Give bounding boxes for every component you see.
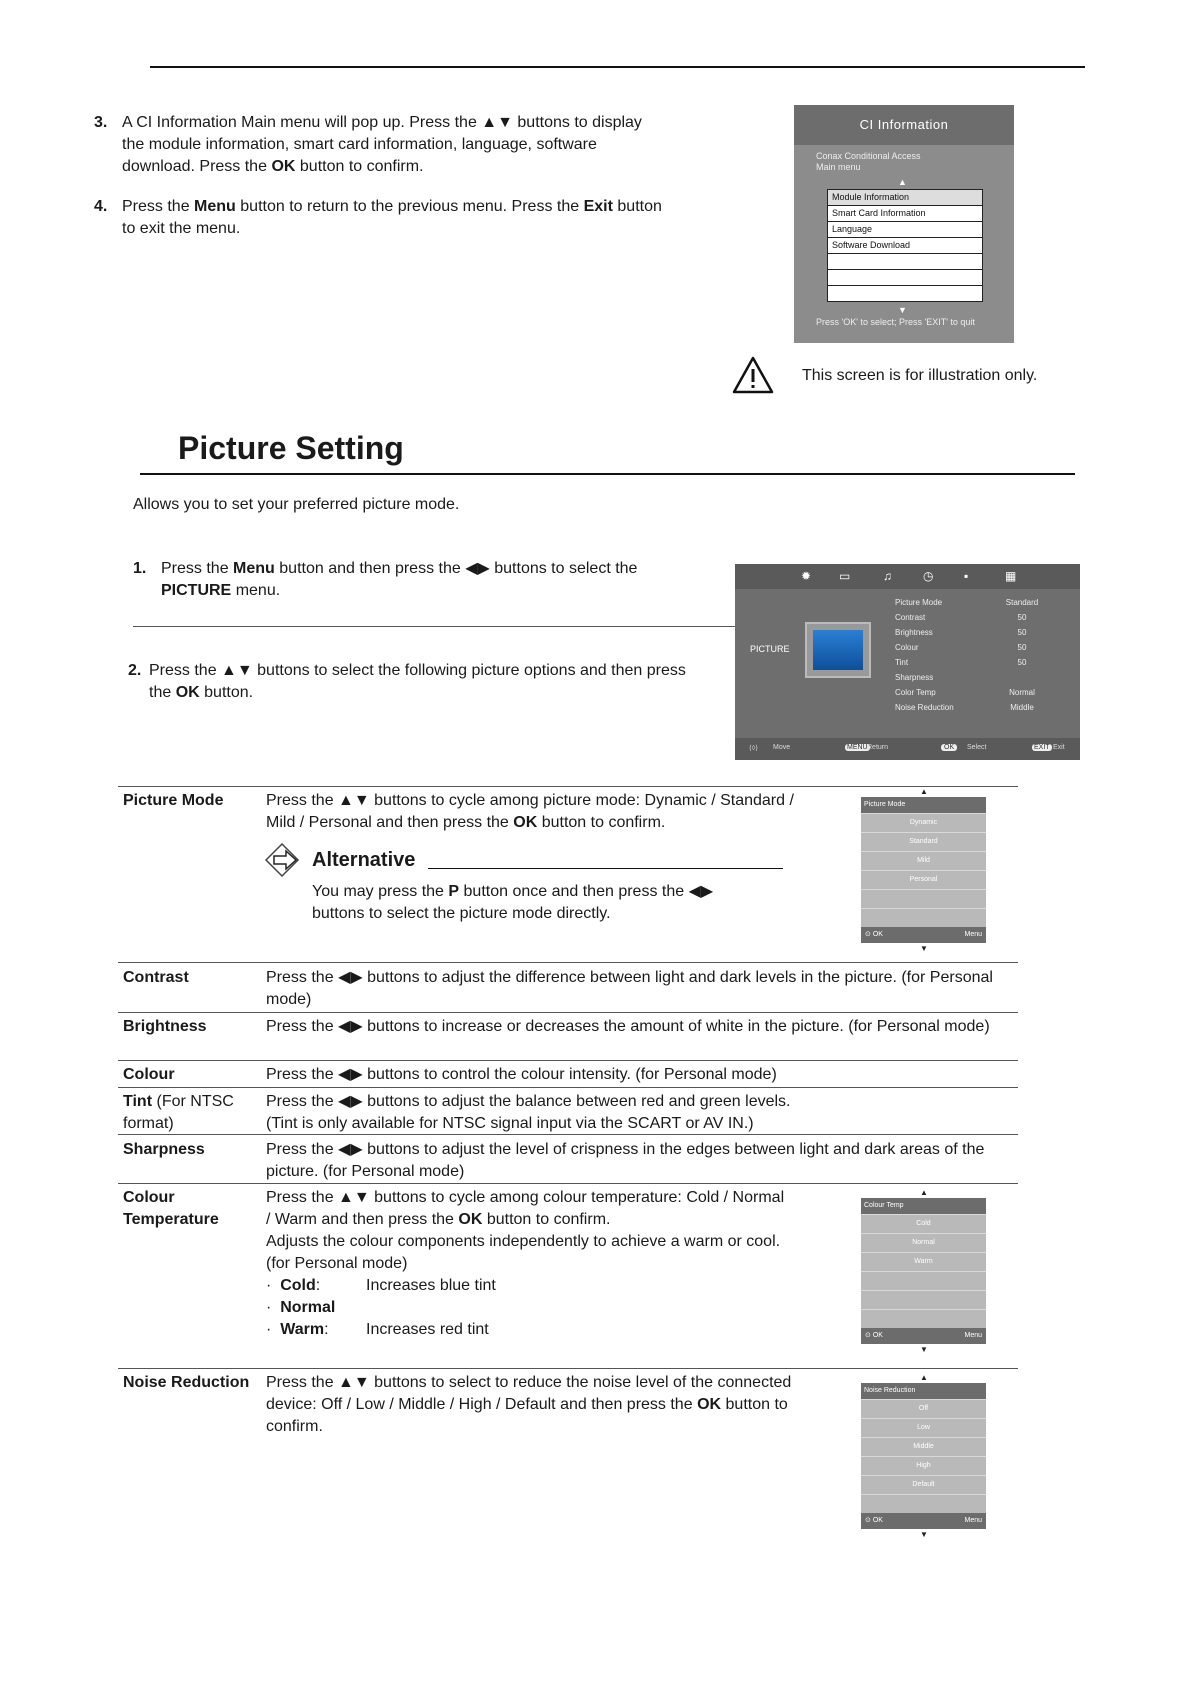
menu-tab-bar [735,564,1080,589]
up-arrow-icon: ▲ [920,787,928,796]
ci-screen-subtitle: Conax Conditional Access Main menu [816,151,921,172]
list-item[interactable]: Normal [861,1233,986,1252]
row-description: Press the ◀▶ buttons to adjust the level of crispness in the edges between light and dark areas of the picture. (for Personal mode) [266,1141,985,1180]
row-label: Picture Mode [123,792,224,809]
list-item[interactable] [861,1271,986,1290]
alternative-title: Alternative [312,849,416,871]
up-arrow-icon: ▲ [920,1373,928,1382]
picture-step-2: 2. Press the ▲▼ buttons to select the following picture options and then press the OK button. [128,662,686,701]
row-description: Press the ▲▼ buttons to select to reduce the noise level of the connected device: Off / Low / Middle / High / Default and then press the OK button to confirm. [266,1374,792,1435]
ok-label: OK [872,1517,883,1524]
list-item[interactable]: Module Information [828,190,982,206]
top-rule [150,66,1085,68]
page-title: Picture Setting [178,430,404,466]
option-row[interactable]: Middle Noise Reduction [895,703,1034,712]
section-intro: Allows you to set your preferred picture mode. [133,496,460,513]
row-description: Press the ◀▶ buttons to adjust the difference between light and dark levels in the picture. (for Personal mode) [266,969,993,1008]
ok-key-icon: OK [941,744,957,751]
ok-label: OK [872,931,883,938]
picture-screen-footer: ⟨◊⟩ Move MENU Return OK Select EXIT Exit [735,738,1080,760]
option-row[interactable]: 50 Brightness [895,628,1027,637]
list-item[interactable] [861,1494,986,1513]
row-label: Noise Reduction [123,1374,250,1391]
ok-label: OK [872,1332,883,1339]
colour-temp-osd: Colour Temp Cold Normal Warm ⊙ OK Menu [861,1198,986,1344]
list-item[interactable]: Language [828,222,982,238]
table-rule [118,1134,1018,1135]
warning-icon [731,355,775,400]
table-rule [118,1012,1018,1013]
list-item[interactable] [828,254,982,270]
list-item[interactable]: Middle [861,1437,986,1456]
menu-label: Menu [964,1517,982,1524]
illustration-note: This screen is for illustration only. [802,367,1038,384]
bullet-item: · Warm: Increases red tint [266,1321,489,1338]
up-arrow-icon: ▲ [920,1188,928,1197]
down-arrow-icon: ▼ [920,1345,928,1354]
list-item[interactable]: Standard [861,832,986,851]
row-label: Colour Temperature [123,1189,219,1228]
option-row[interactable]: 50 Tint [895,658,1027,667]
option-row[interactable]: Sharpness [895,673,934,682]
step-number: 3. [94,114,108,131]
alternative-icon [264,842,302,883]
row-label: Tint (For NTSC format) [123,1093,234,1132]
row-label: Brightness [123,1018,207,1035]
step-number: 4. [94,198,108,215]
list-item[interactable]: Cold [861,1214,986,1233]
ci-menu-list [827,189,983,302]
picture-step-1: 1. Press the Menu button and then press the ◀▶ buttons to select the PICTURE menu. [133,560,638,599]
table-rule [118,1368,1018,1369]
bullet-item: · Normal [266,1299,336,1316]
picture-tab-icon[interactable]: ▭ [839,569,851,583]
alternative-rule [428,868,783,869]
list-item[interactable]: Low [861,1418,986,1437]
ci-screen-title: CI Information [794,105,1014,145]
row-description: Press the ◀▶ buttons to increase or decreases the amount of white in the picture. (for Personal mode) [266,1018,990,1035]
row-description: Press the ▲▼ buttons to cycle among picture mode: Dynamic / Standard / Mild / Personal and then press the OK button to confirm. [266,792,794,831]
ci-screen-footer: Press 'OK' to select; Press 'EXIT' to quit [816,317,975,327]
alternative-text: You may press the P button once and then press the ◀▶ buttons to select the picture mode directly. [312,883,714,922]
setup-tab-icon[interactable]: ▦ [1005,569,1017,583]
row-label: Colour [123,1066,175,1083]
option-row[interactable]: 50 Colour [895,643,1027,652]
row-label: Sharpness [123,1141,205,1158]
option-row[interactable]: 50 Contrast [895,613,1027,622]
down-arrow-icon: ▼ [920,944,928,953]
option-row[interactable]: Standard Picture Mode [895,598,1039,607]
ci-information-screen [794,105,1014,343]
list-item[interactable]: High [861,1456,986,1475]
down-arrow-icon: ▼ [920,1530,928,1539]
lock-tab-icon[interactable]: ▪ [964,569,969,583]
table-rule [118,786,1018,787]
list-item[interactable] [861,889,986,908]
ci-step-3: 3. A CI Information Main menu will pop up. Press the ▲▼ buttons to display the module information, smart card information, language, software download. Press the OK button to confirm. [94,114,642,175]
divider [133,626,735,627]
row-description: Press the ▲▼ buttons to cycle among colour temperature: Cold / Normal / Warm and then press the OK button to confirm. Adjusts the colour components independently to achieve a warm or cool. (for Personal mode) · Cold: Increases blue tint · Normal · Warm: Increases red tint [266,1187,791,1341]
list-item[interactable] [828,286,982,301]
table-rule [118,1087,1018,1088]
list-item[interactable]: Warm [861,1252,986,1271]
list-item[interactable]: Software Download [828,238,982,254]
picture-mode-osd: Picture Mode Dynamic Standard Mild Personal ⊙ OK Menu [861,797,986,943]
tv-image [805,622,871,678]
menu-label: Menu [964,931,982,938]
list-item[interactable] [828,270,982,286]
list-item[interactable] [861,908,986,927]
option-row[interactable]: Normal Color Temp [895,688,1035,697]
row-description: Press the ◀▶ buttons to adjust the balance between red and green levels. (Tint is only available for NTSC signal input via the SCART or AV IN.) [266,1093,791,1132]
down-arrow-icon: ▼ [898,305,907,315]
time-tab-icon[interactable]: ◷ [923,569,934,583]
bullet-item: · Cold: Increases blue tint [266,1277,496,1294]
row-label: Contrast [123,969,189,986]
list-item[interactable]: Dynamic [861,813,986,832]
list-item[interactable] [861,1290,986,1309]
list-item[interactable]: Mild [861,851,986,870]
move-icon: ⟨◊⟩ [749,745,758,752]
table-rule [118,1183,1018,1184]
settings-icon[interactable]: ✹ [801,569,812,583]
noise-reduction-osd: Noise Reduction Off Low Middle High Default ⊙ OK Menu [861,1383,986,1529]
picture-menu-screen [735,564,1080,760]
menu-label: PICTURE [750,644,790,654]
list-item[interactable]: Default [861,1475,986,1494]
table-rule [118,1060,1018,1061]
list-item[interactable] [861,1309,986,1328]
row-description: Press the ◀▶ buttons to control the colour intensity. (for Personal mode) [266,1066,777,1083]
up-arrow-icon: ▲ [898,177,907,187]
menu-key-icon: MENU [847,744,868,751]
table-rule [118,962,1018,963]
list-item[interactable]: Off [861,1399,986,1418]
list-item[interactable]: Personal [861,870,986,889]
list-item[interactable]: Smart Card Information [828,206,982,222]
exit-key-icon: EXIT [1034,744,1050,751]
ci-step-4: 4. Press the Menu button to return to the previous menu. Press the Exit button to exit the menu. [94,198,662,237]
sound-tab-icon[interactable]: ♫ [883,569,892,583]
menu-label: Menu [964,1332,982,1339]
title-rule [140,473,1075,475]
